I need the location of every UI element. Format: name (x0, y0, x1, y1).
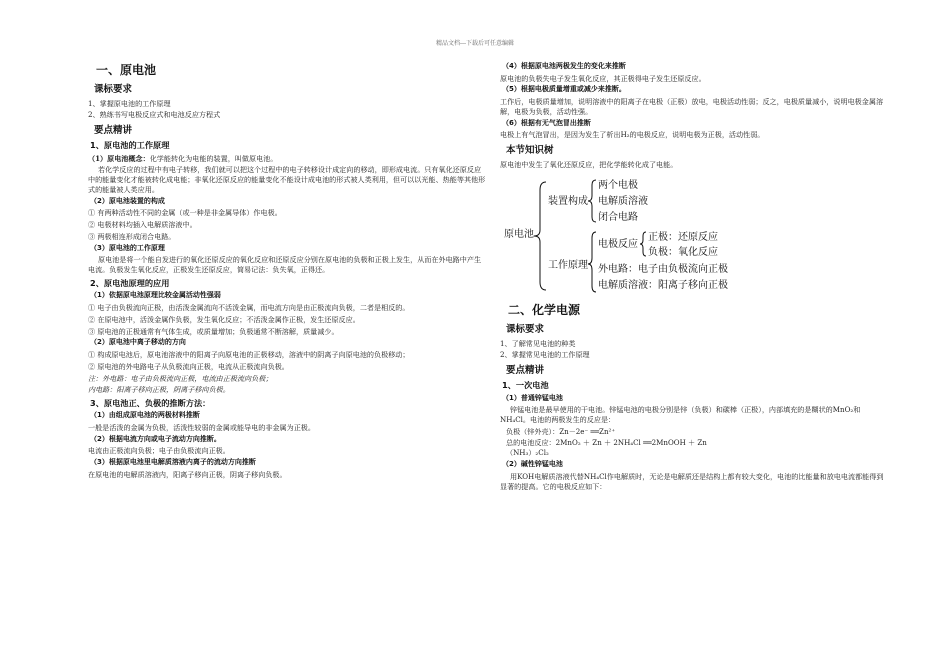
tree-brace-1 (588, 180, 596, 222)
knowledge-tree (500, 174, 890, 296)
item-title: （3）根据原电池里电解质溶液内离子的流动方向推断 (90, 458, 256, 467)
subsection-title: 1、一次电池 (502, 380, 549, 391)
page-header: 精品文档---下载后可任意编辑 (435, 40, 515, 47)
kebiao-item: 1、掌握原电池的工作原理 (88, 98, 171, 108)
knowledge-tree-diagram (500, 174, 800, 296)
item-title: （6）根据有无气泡冒出推断 (502, 118, 591, 127)
kebiao-item: 2、掌握常见电池的工作原理 (500, 350, 590, 360)
tree-root: 原电池 (504, 228, 534, 240)
item-title: （4）根据原电池两极发生的变化来推断 (502, 62, 626, 70)
paragraph: 若化学反应的过程中有电子转移，我们就可以把这个过程中的电子转移设计成定向的移动，即形成电流。只有氧化还原反应中的能量变化才能被转化成电能；非氧化还原反应的能量变化不能设计成电池的形式被人类利用，但可以以光能、热能等其他形式的能量被人类应用。 (88, 165, 486, 194)
item-title: （1）普通锌锰电池 (502, 393, 563, 402)
paragraph: 用KOH电解质溶液代替NH₄Cl作电解质时，无论是电解质还是结构上都有较大变化，电池的比能量和放电电流都能得到显著的提高。它的电极反应如下： (500, 471, 884, 491)
paragraph: 在原电池的电解质溶液内，阳离子移向正极，阴离子移向负极。 (88, 469, 287, 479)
paragraph: 原电池中发生了氧化还原反应，把化学能转化成了电能。 (500, 160, 678, 170)
tree-brace-main (534, 182, 546, 290)
kebiao-title: 课标要求 (94, 83, 133, 95)
subsection-title: 2、原电池原理的应用 (90, 277, 170, 288)
list-item: ② 原电池的外电路电子从负极流向正极，电流从正极流向负极。 (88, 361, 289, 371)
concept-label: （1）原电池概念： (88, 153, 150, 163)
paragraph: 一般是活泼的金属为负极，活泼性较弱的金属或能导电的非金属为正极。 (88, 423, 315, 433)
item-title: （1）由组成原电池的两极材料推断 (90, 411, 200, 420)
tree-branch-1: 装置构成 (548, 195, 588, 207)
formula-line: （NH₃）₂Cl₂ (506, 448, 549, 458)
list-item: ③ 原电池的正极通常有气体生成，或质量增加；负极通常不断溶解，质量减少。 (88, 326, 339, 336)
paragraph: 锌锰电池是最早使用的干电池。锌锰电池的电极分别是锌（负极）和碳棒（正极），内部填充的是糊状的MnO₂和NH₄Cl。电池的两极发生的反应是： (500, 405, 861, 425)
note-line: 注：外电路：电子由负极流向正极，电流由正极流向负极； (88, 373, 273, 383)
list-item: ① 有两种活动性不同的金属（或一种是非金属导体）作电极。 (88, 208, 282, 218)
tree-branch-1-item: 电解质溶液 (598, 195, 648, 207)
item-title: （2）根据电流方向或电子流动方向推断。 (90, 434, 221, 443)
list-item: ② 电极材料均插入电解质溶液中。 (88, 220, 197, 230)
paragraph: 电流由正极流向负极；电子由负极流向正极。 (88, 446, 230, 456)
item-title: （1）依据原电池原理比较金属活动性强弱 (90, 291, 221, 300)
zhishi-title: 本节知识树 (506, 145, 554, 157)
concept-line (88, 154, 486, 164)
yaodian-title: 要点精讲 (506, 365, 545, 377)
list-item: ② 在原电池中，活泼金属作负极，发生氧化反应；不活泼金属作正极，发生还原反应。 (88, 314, 360, 324)
item-title: （5）根据电极质量增重或减少来推断。 (502, 85, 626, 94)
yaodian-title: 要点精讲 (94, 125, 133, 137)
paragraph: 原电池是将一个能自发进行的氧化还原反应的氧化反应和还原反应分别在原电池的负极和正极上发生，从而在外电路中产生电流。负极发生氧化反应，正极发生还原反应，简易记法：负失氧，正得还。 (88, 255, 482, 275)
formula-line: 负极（锌外壳）：Zn－2e⁻ ══Zn²⁺ (506, 426, 616, 436)
item-title: （2）碱性锌锰电池 (502, 460, 563, 469)
kebiao-item: 2、熟练书写电极反应式和电池反应方程式 (88, 110, 221, 120)
tree-inner-circuit: 电解质溶液：阳离子移向正极 (598, 279, 728, 291)
right-column (500, 60, 890, 493)
tree-electrode-item: 负极：氧化反应 (648, 246, 718, 258)
paragraph: 电极上有气泡冒出，是因为发生了析出H₂的电极反应，说明电极为正极，活动性弱。 (500, 130, 765, 140)
tree-electrode-item: 正极：还原反应 (648, 231, 718, 243)
tree-brace-3 (640, 232, 646, 256)
section1-title: 一、原电池 (96, 63, 157, 77)
tree-electrode: 电极反应 (598, 238, 638, 250)
subsection-title: 1、原电池的工作原理 (90, 140, 170, 151)
paragraph: 工作后，电极质量增加，说明溶液中的阳离子在电极（正极）放电，电极活动性弱；反之，电极质量减小，说明电极金属溶解，电极为负极，活动性强。 (500, 97, 884, 116)
note-line: 内电路：阳离子移向正极，阴离子移向负极。 (88, 385, 230, 395)
tree-branch-2: 工作原理 (548, 259, 588, 271)
tree-brace-2 (588, 232, 596, 292)
list-item: ① 电子由负极流向正极，由活泼金属流向不活泼金属，而电流方向是由正极流向负极，二者是相反的。 (88, 302, 410, 312)
list-item: ③ 两极相连形成闭合电路。 (88, 231, 176, 241)
kebiao-title: 课标要求 (506, 323, 545, 335)
tree-branch-1-item: 闭合电路 (598, 211, 638, 223)
kebiao-item: 1、了解常见电池的种类 (500, 338, 576, 348)
item-title: （2）原电池装置的构成 (90, 196, 165, 205)
tree-branch-1-item: 两个电极 (598, 179, 638, 191)
section2-title: 二、化学电源 (508, 302, 581, 317)
formula-line: 总的电池反应：2MnO₂ ＋ Zn ＋ 2NH₄Cl ══2MnOOH ＋ Zn (506, 437, 707, 447)
concept-text: 化学能转化为电能的装置，叫做原电池。 (149, 153, 278, 163)
paragraph: 原电池的负极失电子发生氧化反应，其正极得电子发生还原反应。 (500, 73, 706, 83)
item-title: （3）原电池的工作原理 (90, 243, 165, 252)
item-title: （2）原电池中离子移动的方向 (90, 338, 186, 347)
subsection-title: 3、原电池正、负极的推断方法： (90, 398, 211, 409)
left-column (88, 60, 486, 482)
list-item: ① 构成原电池后，原电池溶液中的阳离子向原电池的正极移动，溶液中的阴离子向原电池的负极移动； (88, 349, 410, 359)
tree-outer-circuit: 外电路：电子由负极流向正极 (598, 263, 728, 275)
